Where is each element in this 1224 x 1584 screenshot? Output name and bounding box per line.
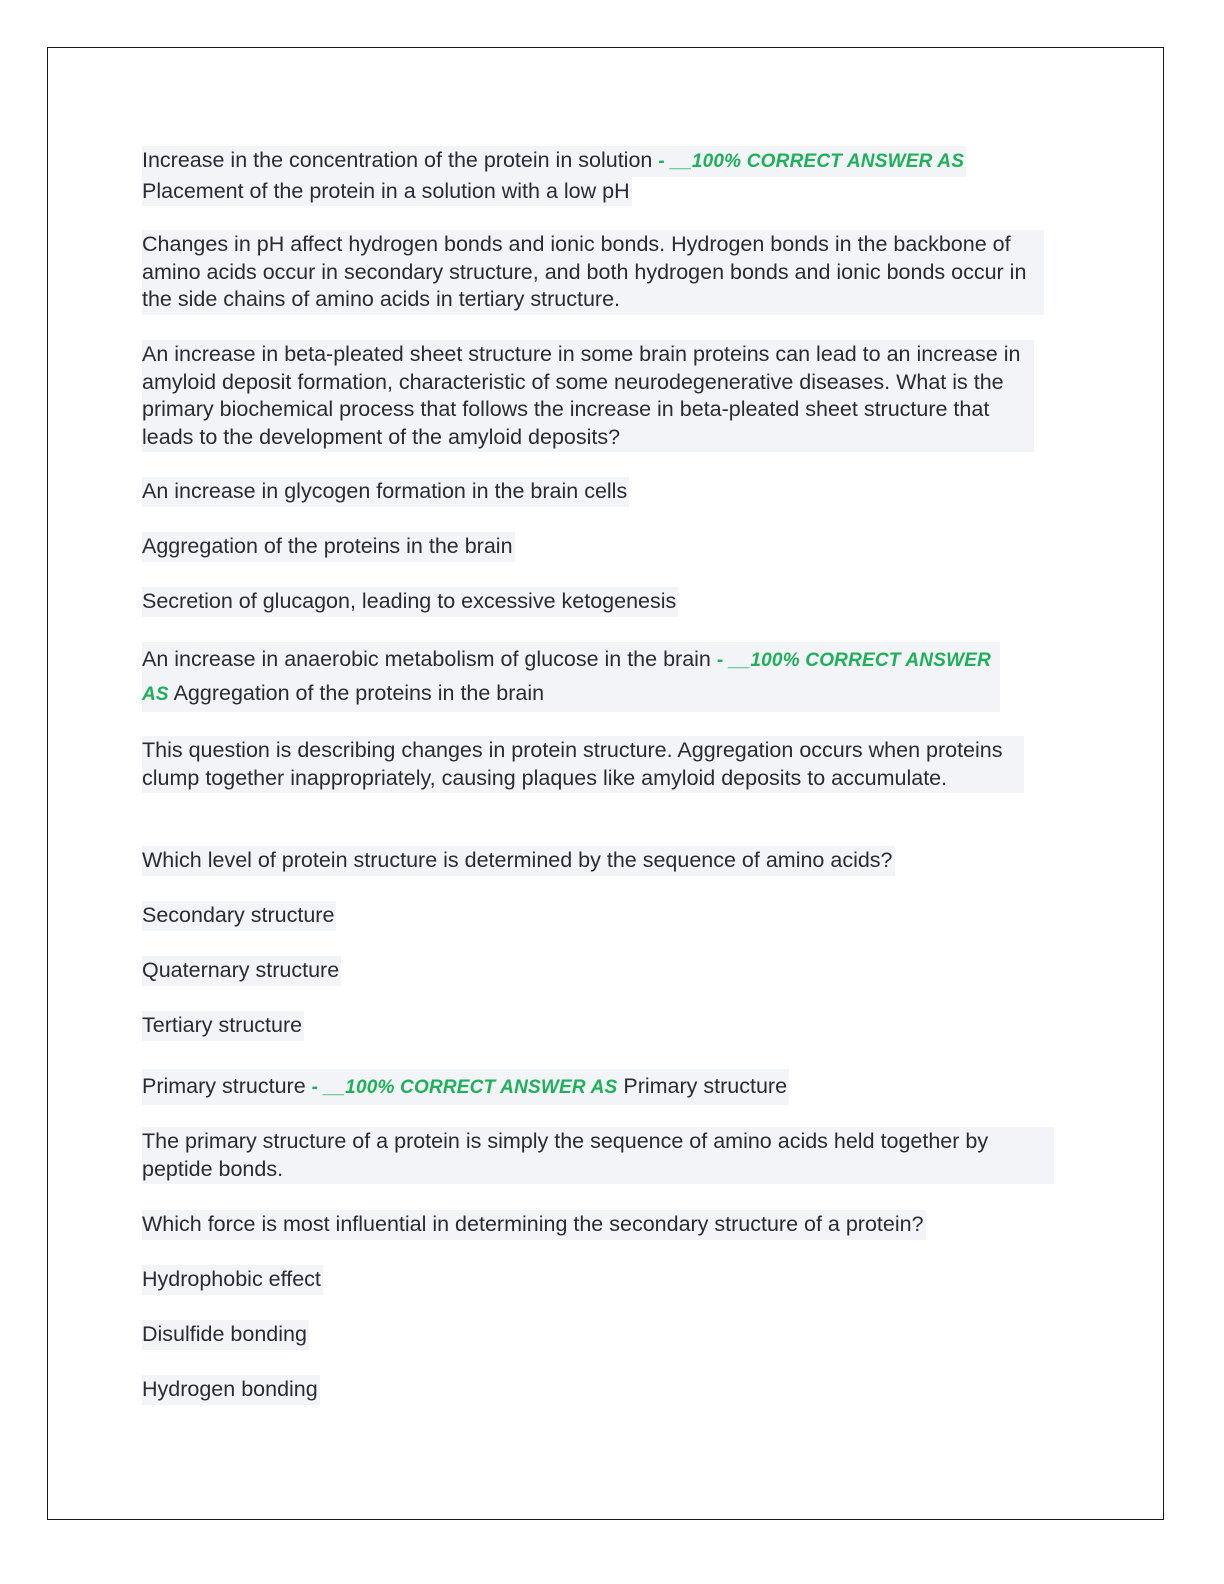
answer-value: Placement of the protein in a solution with a low pH (142, 177, 632, 207)
option-disulfide (142, 1320, 1067, 1348)
question-2 (142, 340, 1067, 450)
option-glycogen (142, 477, 1067, 505)
answer-value: Primary structure (617, 1074, 788, 1098)
option-hydrophobic (142, 1265, 1067, 1293)
option-text: Aggregation of the proteins in the brain (142, 532, 515, 562)
question-text: Which force is most influential in determining the secondary structure of a protein? (142, 1210, 926, 1240)
option-text: Hydrogen bonding (142, 1375, 320, 1405)
question-text: Which level of protein structure is determined by the sequence of amino acids? (142, 846, 895, 876)
option-text: Tertiary structure (142, 1011, 304, 1041)
answer-line (142, 642, 1000, 712)
option-secondary (142, 901, 1067, 929)
correct-answer-tag: - __100% CORRECT ANSWER AS (311, 1077, 618, 1098)
explanation-3 (142, 1127, 1067, 1183)
answer-line (142, 1069, 789, 1105)
option-text: Quaternary structure (142, 956, 341, 986)
explanation-1 (142, 230, 1067, 313)
document-body (142, 146, 1067, 1403)
answer-text: Increase in the concentration of the protein in solution (142, 148, 659, 172)
correct-answer-tag: - __100% CORRECT ANSWER AS (142, 650, 992, 705)
option-quaternary (142, 956, 1067, 984)
option-text: An increase in glycogen formation in the brain cells (142, 477, 629, 507)
answer-text: An increase in anaerobic metabolism of glucose in the brain (142, 647, 717, 671)
answer-text: Primary structure (142, 1074, 312, 1098)
explanation-text: Changes in pH affect hydrogen bonds and ionic bonds. Hydrogen bonds in the backbone of amino acids occur in secondary structure, and both hydrogen bonds and ionic bonds occur in the side chains of amino acids in tertiary structure. (142, 230, 1044, 315)
option-aggregation (142, 532, 1067, 560)
answer-value: Aggregation of the proteins in the brain (168, 681, 545, 705)
option-text: Secretion of glucagon, leading to excessive ketogenesis (142, 587, 678, 617)
answer-block-3 (142, 1069, 1067, 1103)
explanation-2 (142, 736, 1067, 819)
option-text: Disulfide bonding (142, 1320, 309, 1350)
option-text: Secondary structure (142, 901, 336, 931)
question-4 (142, 1210, 1067, 1238)
question-text: An increase in beta-pleated sheet structure in some brain proteins can lead to an increase in amyloid deposit formation, characteristic of some neurodegenerative diseases. What is the primary biochemical process that follows the increase in beta-pleated sheet structure that leads to the development of the amyloid deposits? (142, 340, 1034, 452)
question-3 (142, 846, 1067, 874)
answer-block-1 (142, 146, 1067, 203)
correct-answer-tag: - __100% CORRECT ANSWER AS (658, 151, 965, 172)
answer-block-2 (142, 642, 1067, 708)
answer-line (142, 146, 966, 177)
option-hydrogen (142, 1375, 1067, 1403)
option-glucagon (142, 587, 1067, 615)
option-tertiary (142, 1011, 1067, 1039)
explanation-text: The primary structure of a protein is simply the sequence of amino acids held together by peptide bonds. (142, 1127, 1054, 1184)
option-text: Hydrophobic effect (142, 1265, 323, 1295)
explanation-text: This question is describing changes in protein structure. Aggregation occurs when proteins clump together inappropriately, causing plaques like amyloid deposits to accumulate. (142, 736, 1024, 793)
